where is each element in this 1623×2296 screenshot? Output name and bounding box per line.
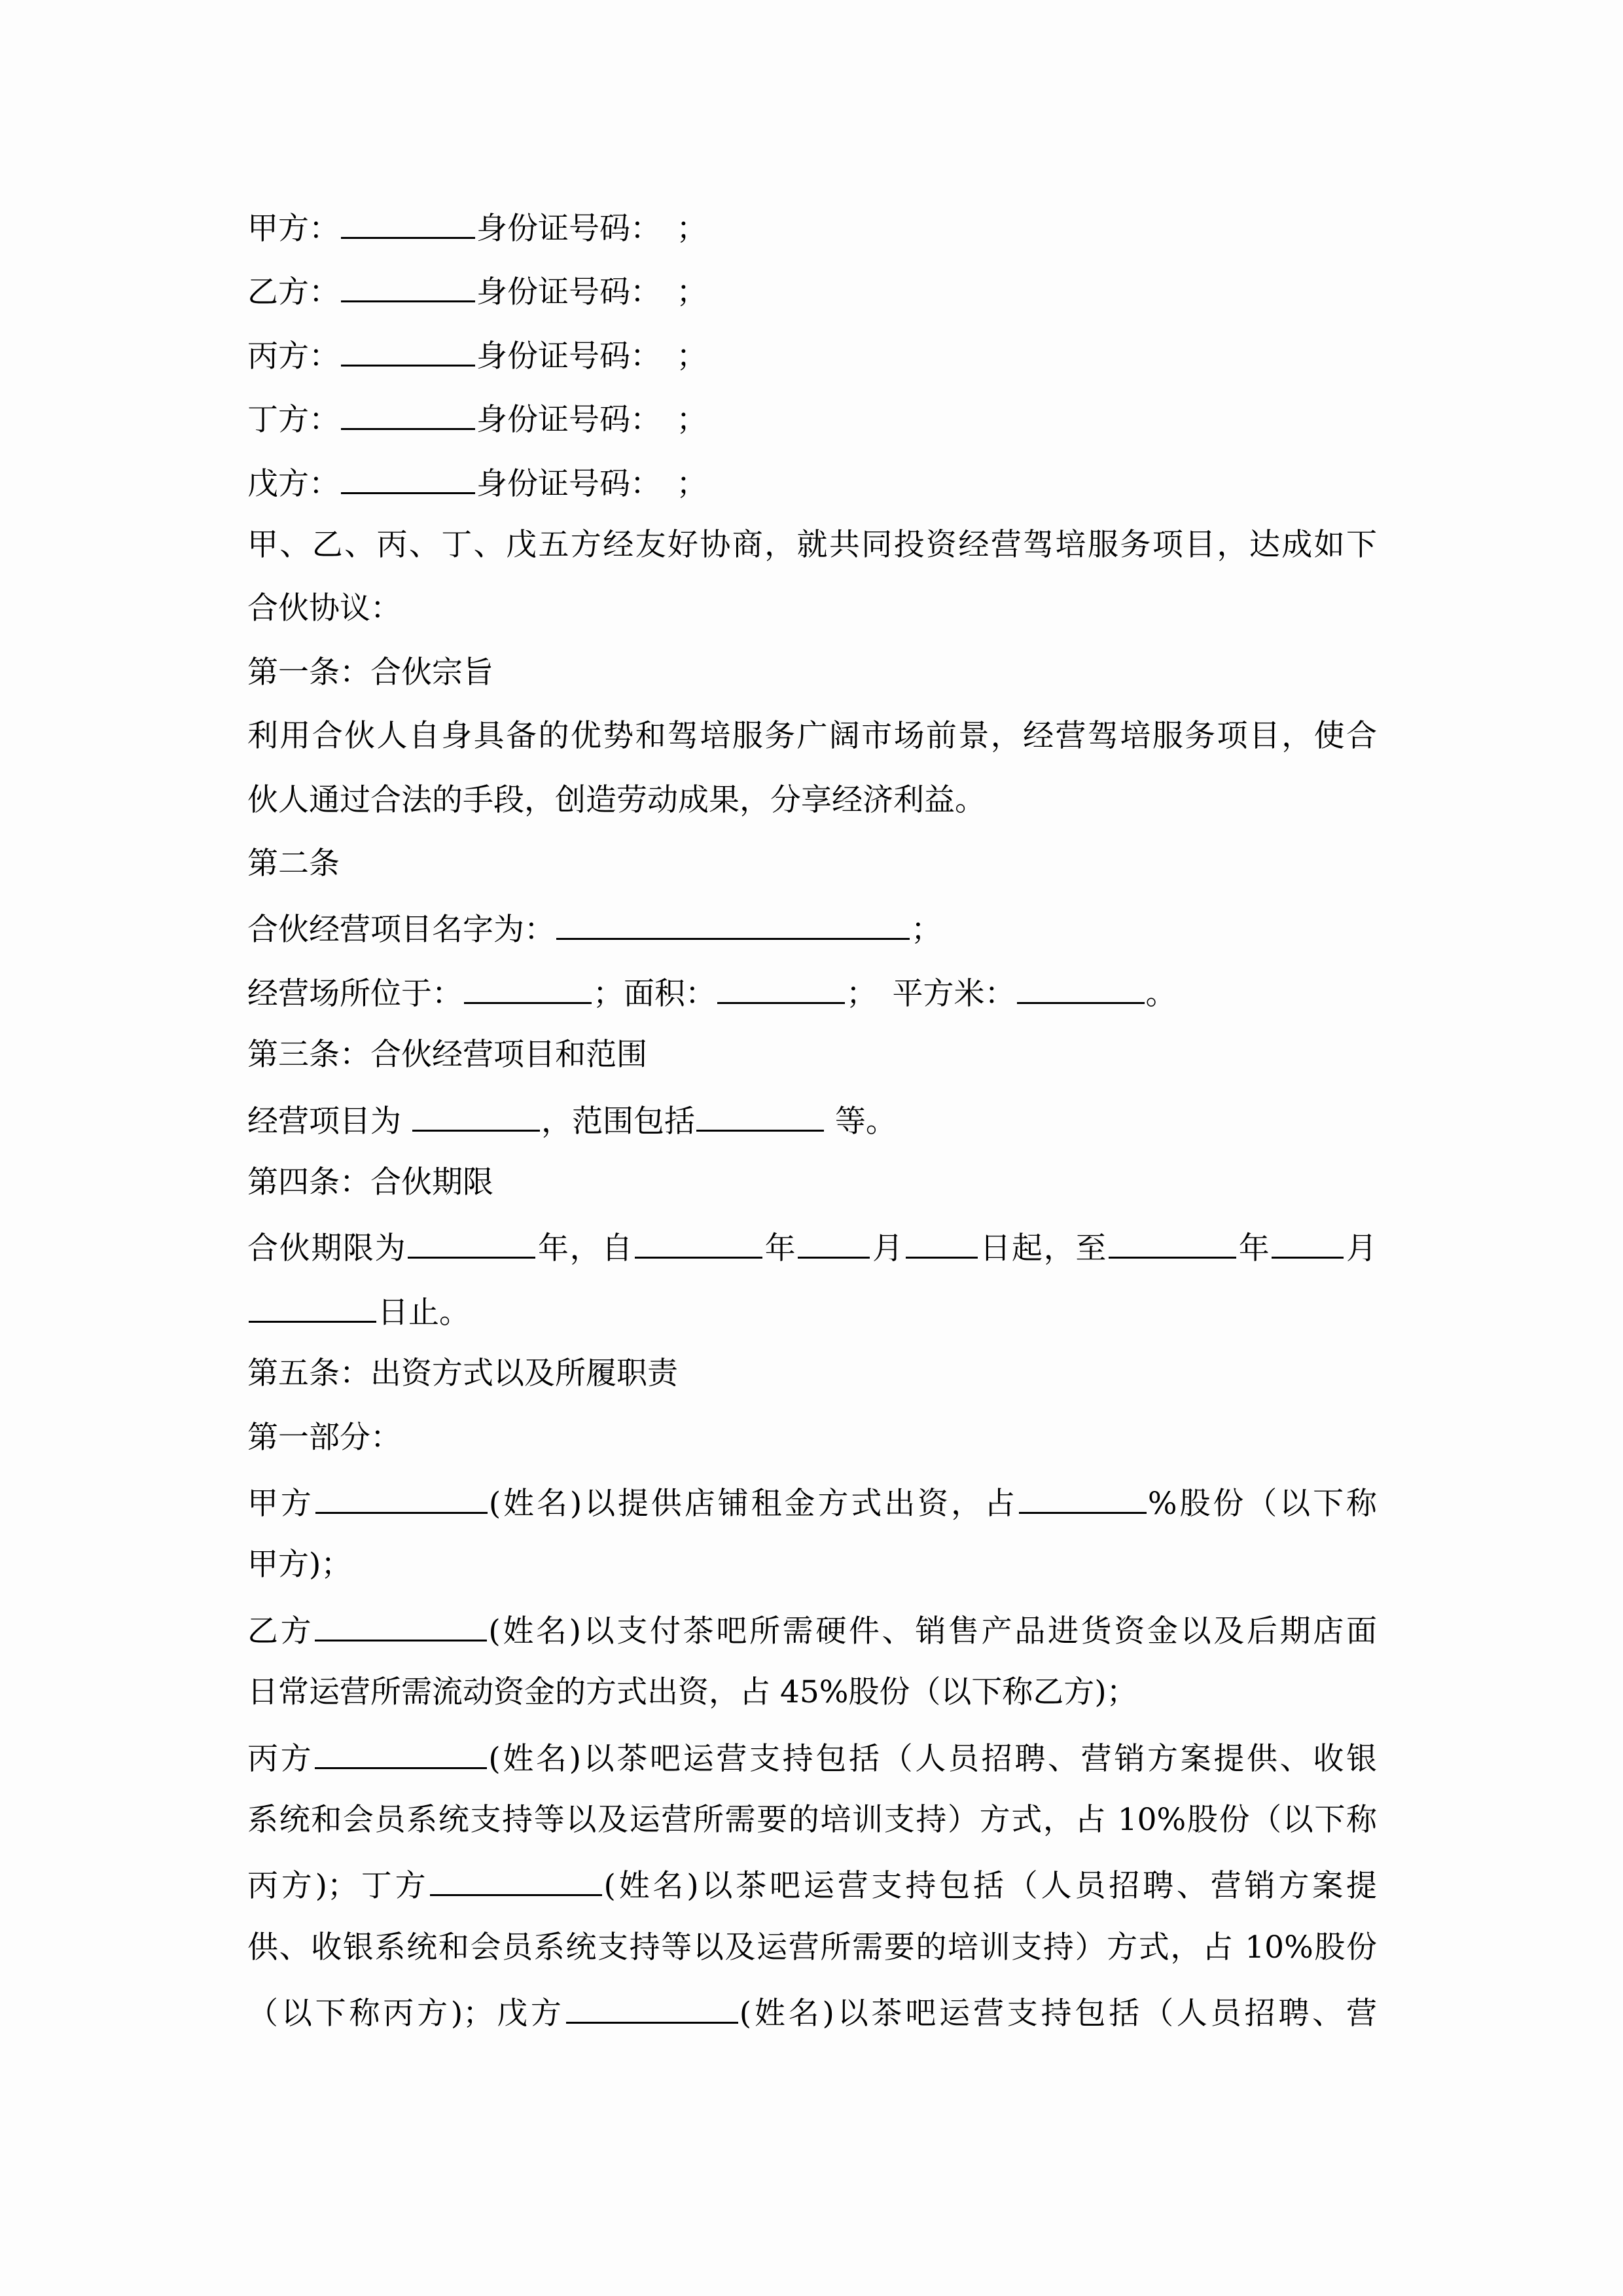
line-text: 甲、乙、丙、丁、戊五方经友好协商，就共同投资经营驾培服务项目，达成如下 (247, 527, 1377, 563)
line-text: 第四条：合伙期限 (247, 1164, 493, 1200)
fill-in-blank[interactable] (906, 1227, 978, 1259)
line-text: 丙方： (247, 338, 340, 374)
line-text: 日常运营所需流动资金的方式出资，占 45%股份（以下称乙方)； (247, 1674, 1137, 1711)
line-text: 供、收银系统和会员系统支持等以及运营所需要的培训支持）方式，占 10%股份 (247, 1929, 1377, 1965)
line-text: 利用合伙人自身具备的优势和驾培服务广阔市场前景，经营驾培服务项目，使合 (247, 718, 1377, 755)
line-text: （以下称丙方)；戊方 (247, 1996, 565, 2032)
fill-in-blank[interactable] (464, 972, 592, 1004)
fill-in-blank[interactable] (412, 1100, 540, 1132)
line-text: (姓名)以茶吧运营支持包括（人员招聘、营 (739, 1996, 1378, 2032)
document-line (247, 1227, 1377, 1266)
line-text: 第一条：合伙宗旨 (247, 654, 493, 691)
document-line (247, 589, 401, 628)
line-text: 身份证号码： ； (476, 465, 707, 502)
document-line (247, 1291, 470, 1330)
document-line (247, 1100, 897, 1139)
line-text: 第五条：出资方式以及所履职责 (247, 1355, 678, 1392)
line-text: 经营场所位于： (247, 975, 463, 1012)
line-text: 乙方： (247, 274, 340, 311)
document-line (247, 717, 1377, 756)
document-line (247, 1992, 1377, 2031)
line-text: 年 (1238, 1230, 1271, 1267)
line-text: 日起，至 (978, 1230, 1108, 1267)
line-text: 身份证号码： ； (476, 274, 707, 311)
line-text: 甲方： (247, 211, 340, 247)
line-text: 甲方 (247, 1486, 314, 1522)
line-text: ；面积： (593, 975, 716, 1012)
document-line (247, 1035, 647, 1075)
fill-in-blank[interactable] (315, 1737, 487, 1769)
line-text: ； 平方米： (846, 975, 1016, 1012)
document-line (247, 844, 340, 884)
line-text: 等。 (825, 1103, 897, 1139)
fill-in-blank[interactable] (1109, 1227, 1236, 1259)
document-line (247, 1673, 1137, 1712)
line-text: 经营项目为 (247, 1103, 411, 1139)
fill-in-blank[interactable] (566, 1992, 738, 2024)
document-line (247, 1737, 1377, 1776)
document-line (247, 398, 707, 437)
fill-in-blank[interactable] (341, 398, 475, 430)
line-text: 合伙期限为 (247, 1230, 407, 1267)
line-text: 第三条：合伙经营项目和范围 (247, 1037, 647, 1073)
document-line (247, 526, 1377, 565)
line-text: 第二条 (247, 846, 340, 882)
fill-in-blank[interactable] (696, 1100, 824, 1132)
document-line (247, 908, 942, 947)
document-line (247, 1609, 1377, 1649)
fill-in-blank[interactable] (717, 972, 845, 1004)
line-text: (姓名)以茶吧运营支持包括（人员招聘、营销方案提供、收银 (488, 1740, 1378, 1777)
fill-in-blank[interactable] (1019, 1482, 1147, 1514)
fill-in-blank[interactable] (315, 1482, 488, 1514)
document-line (247, 1354, 678, 1393)
line-text: 身份证号码： ； (476, 402, 707, 439)
line-text: ，范围包括 (541, 1103, 695, 1139)
document-line (247, 1545, 351, 1585)
line-text: 丁方： (247, 402, 340, 439)
line-text: (姓名)以支付茶吧所需硬件、销售产品进货资金以及后期店面 (488, 1613, 1378, 1649)
document-line (247, 972, 1177, 1011)
line-text: ； (911, 912, 942, 948)
document-line (247, 1864, 1377, 1903)
line-text: 月 (871, 1230, 904, 1267)
line-text: 合伙经营项目名字为： (247, 912, 555, 948)
line-text: 第一部分： (247, 1419, 401, 1456)
line-text: 合伙协议： (247, 590, 401, 627)
fill-in-blank[interactable] (556, 908, 910, 940)
fill-in-blank[interactable] (408, 1227, 535, 1259)
line-text: 丙方)；丁方 (247, 1868, 429, 1905)
document-line (247, 1482, 1377, 1521)
fill-in-blank[interactable] (798, 1227, 870, 1259)
fill-in-blank[interactable] (249, 1291, 376, 1323)
document-line (247, 1928, 1377, 1967)
fill-in-blank[interactable] (430, 1864, 602, 1896)
document-line (247, 653, 493, 692)
fill-in-blank[interactable] (1272, 1227, 1344, 1259)
line-text: 身份证号码： ； (476, 211, 707, 247)
line-text: 系统和会员系统支持等以及运营所需要的培训支持）方式，占 10%股份（以下称 (247, 1802, 1377, 1838)
line-text: 甲方)； (247, 1547, 352, 1583)
fill-in-blank[interactable] (341, 462, 475, 494)
document-line (247, 1163, 493, 1202)
fill-in-blank[interactable] (341, 334, 475, 367)
document-line (247, 1801, 1377, 1840)
document-line (247, 334, 707, 374)
line-text: 乙方 (247, 1613, 314, 1649)
line-text: (姓名)以茶吧运营支持包括（人员招聘、营销方案提 (603, 1868, 1378, 1905)
line-text: 日止。 (378, 1294, 470, 1331)
document-line (247, 1418, 401, 1458)
line-text: 年 (764, 1230, 797, 1267)
line-text: 丙方 (247, 1740, 314, 1777)
line-text: %股份（以下称 (1147, 1486, 1377, 1522)
document-line (247, 462, 707, 501)
line-text: 月 (1345, 1230, 1378, 1267)
document-line (247, 270, 707, 310)
document-line (247, 207, 707, 246)
fill-in-blank[interactable] (1017, 972, 1145, 1004)
line-text: 戊方： (247, 465, 340, 502)
fill-in-blank[interactable] (635, 1227, 762, 1259)
line-text: (姓名)以提供店铺租金方式出资，占 (488, 1486, 1018, 1522)
line-text: 年，自 (537, 1230, 634, 1267)
fill-in-blank[interactable] (315, 1609, 487, 1641)
fill-in-blank[interactable] (341, 270, 475, 302)
fill-in-blank[interactable] (341, 207, 475, 239)
line-text: 伙人通过合法的手段，创造劳动成果，分享经济利益。 (247, 781, 986, 818)
line-text: 身份证号码： ； (476, 338, 707, 374)
document-line (247, 781, 986, 820)
line-text: 。 (1145, 975, 1177, 1012)
